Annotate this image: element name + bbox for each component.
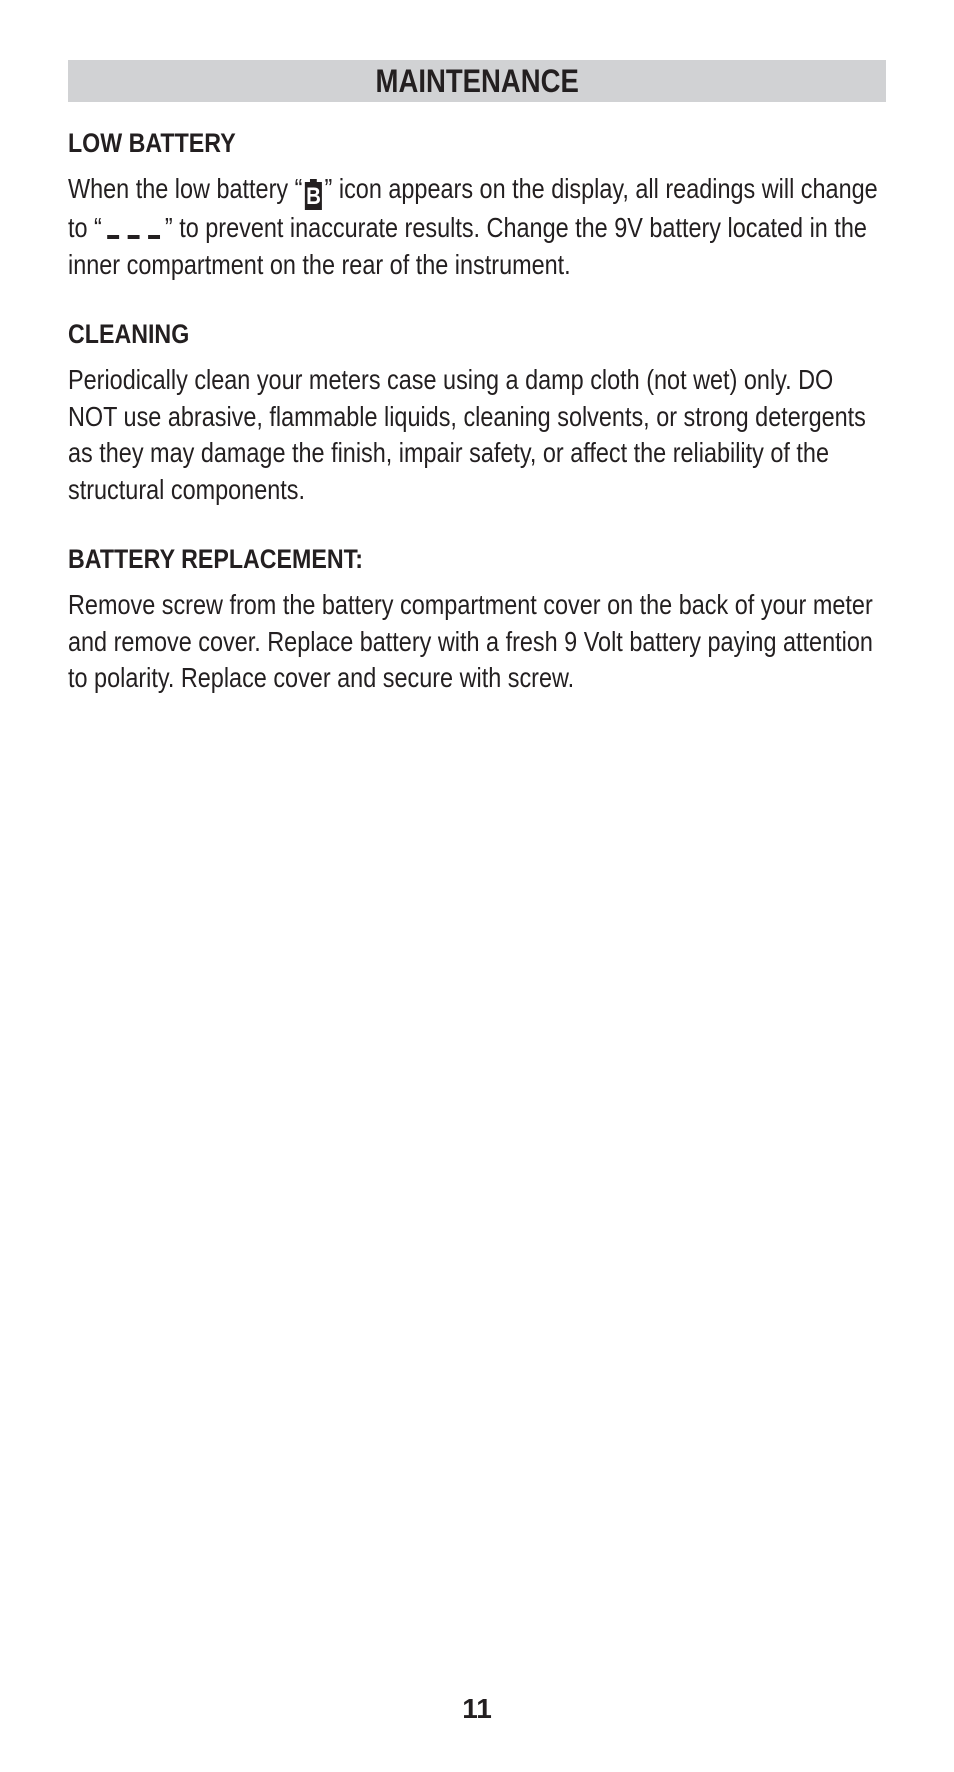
dash-icon (105, 219, 161, 239)
cleaning-heading: CLEANING (68, 319, 190, 349)
cleaning-section (68, 319, 886, 508)
low-battery-text-part3: ” to prevent inaccurate results. Change the 9V battery located in the inner compartment on the rear of the instrument. (68, 212, 867, 280)
page-number: 11 (462, 1693, 492, 1724)
section-title-bar (68, 60, 886, 102)
manual-page (68, 60, 886, 697)
battery-replacement-section (68, 544, 886, 697)
battery-replacement-heading: BATTERY REPLACEMENT: (68, 544, 363, 574)
low-battery-section (68, 128, 886, 283)
battery-replacement-text: Remove screw from the battery compartment cover on the back of your meter and remove cover. Replace battery with a fresh 9 Volt battery paying attention to polarity. Replace cover and secure with screw. (68, 589, 873, 693)
low-battery-text-part1: When the low battery “ (68, 173, 303, 204)
low-battery-heading: LOW BATTERY (68, 128, 236, 158)
low-battery-text-part2: ” icon appears on the display, all readings will change to “ (68, 173, 878, 243)
battery-icon: B (306, 183, 321, 210)
cleaning-text: Periodically clean your meters case using a damp cloth (not wet) only. DO NOT use abrasive, flammable liquids, cleaning solvents, or strong detergents as they may damage the finish, impair safety, or affect the reliability of the structural components. (68, 364, 866, 505)
page-title: MAINTENANCE (375, 62, 579, 99)
low-battery-text (68, 171, 886, 283)
